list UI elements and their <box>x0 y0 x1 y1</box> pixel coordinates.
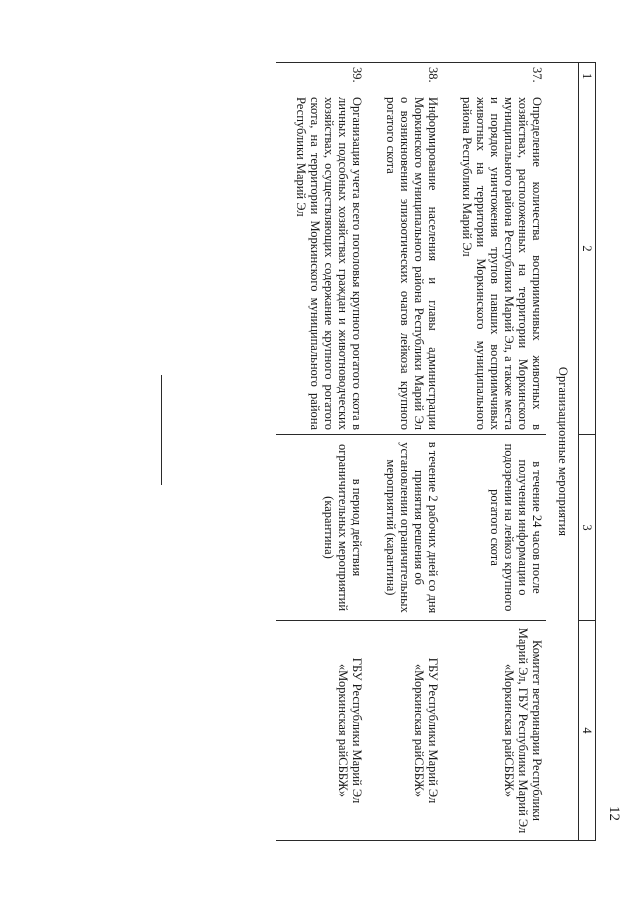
closing-divider-line <box>161 375 162 485</box>
row-responsible: Комитет ветеринарии Республики Марий Эл, ГБУ Республики Марий Эл «Моркинская райСББЖ» <box>442 621 546 841</box>
section-row <box>546 63 579 841</box>
column-number-3: 3 <box>579 435 596 621</box>
row-description: Информирование населения и главы администрации Моркинского муниципального района Республики Марий Эл о возникновении эпизоотических очагов лейкоза крупного рогатого скота <box>384 97 440 430</box>
row-number: 39. <box>350 67 364 83</box>
row-responsible: ГБУ Республики Марий Эл «Моркинская райСББЖ» <box>276 621 366 841</box>
row-term: в течение 2 рабочих дней со дня принятия решения об установлении ограничительных мероприятий (карантина) <box>366 435 442 621</box>
column-number-2: 2 <box>580 245 594 252</box>
description-cell <box>442 63 546 435</box>
table-row <box>276 63 366 841</box>
description-cell <box>366 63 442 435</box>
page-number: 12 <box>606 806 622 821</box>
measures-table <box>276 62 596 841</box>
column-number-row <box>579 63 596 841</box>
table-row <box>366 63 442 841</box>
row-description: Организация учета всего поголовья крупного рогатого скота в личных подсобных хозяйствах граждан и животноводческих хозяйствах, осуществляющих содержание крупного рогатого скота, на территории Моркинского муниципального района Республики Марий Эл <box>294 97 364 430</box>
table-row <box>442 63 546 841</box>
row-term: в течение 24 часов после получения информации о подозрении на лейкоз крупного рогатого скота <box>442 435 546 621</box>
description-cell <box>276 63 366 435</box>
section-title: Организационные мероприятия <box>546 63 579 841</box>
row-responsible: ГБУ Республики Марий Эл «Моркинская райСББЖ» <box>366 621 442 841</box>
column-number-1: 1 <box>580 73 594 80</box>
row-description: Определение количества восприимчивых животных в хозяйствах, расположенных на территории Моркинского муниципального района Республики Марий Эл, а также места и порядок уничтожения трупов павших восприимчивых животных на территории Моркинского муниципального района Республики Марий Эл <box>460 97 544 430</box>
row-number: 38. <box>426 67 440 83</box>
column-number-4: 4 <box>579 621 596 841</box>
row-number: 37. <box>530 67 544 83</box>
column-number-1-2 <box>579 63 596 435</box>
row-term: в период действия ограничительных мероприятий (карантина) <box>276 435 366 621</box>
